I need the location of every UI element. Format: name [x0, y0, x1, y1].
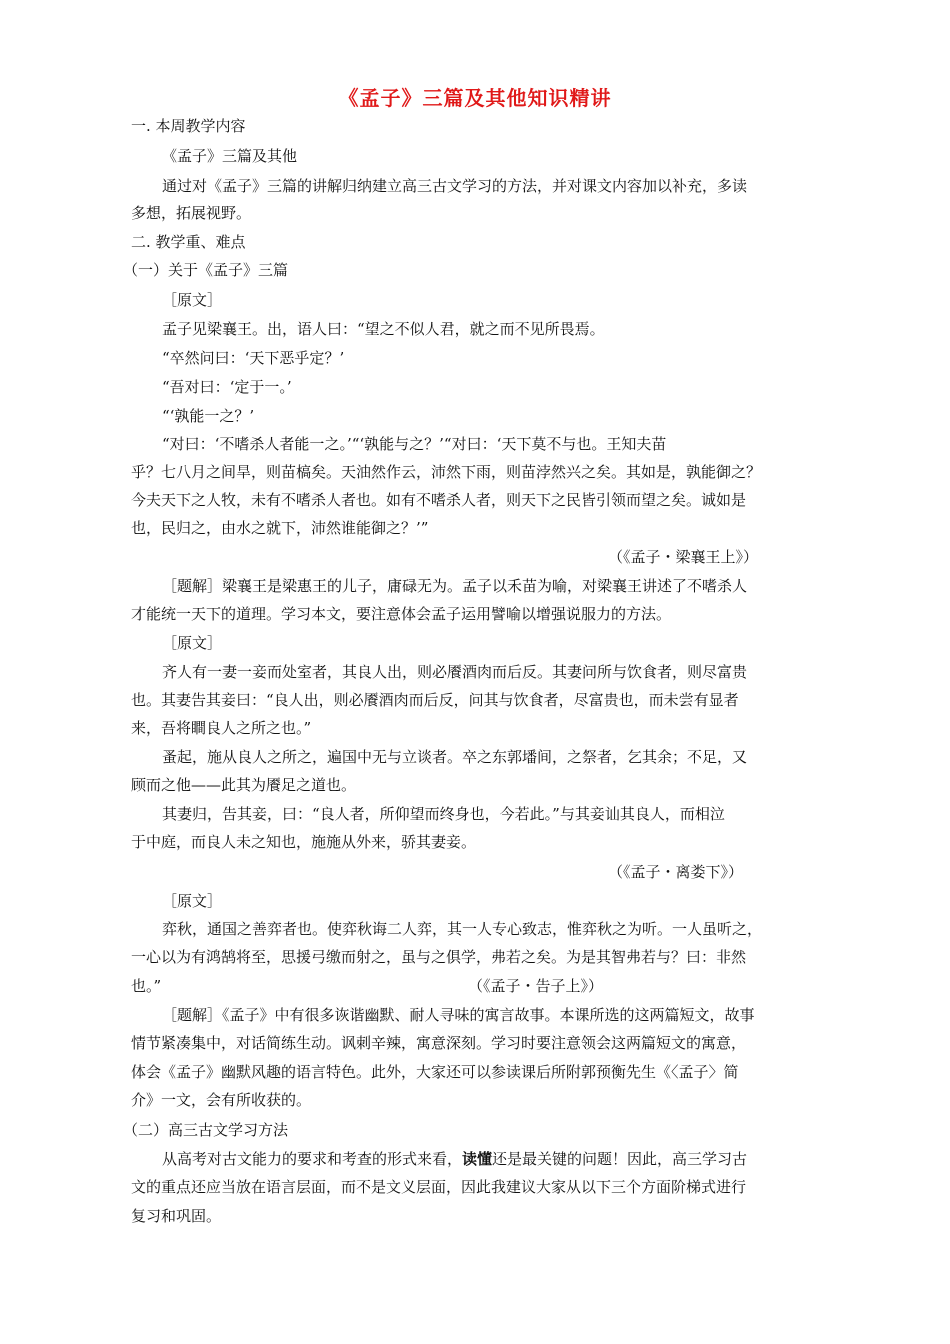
- source-citation: （《孟子・梁襄王上》）: [608, 548, 759, 566]
- section-heading: 二. 教学重、难点: [131, 233, 246, 251]
- explanation-line: 介》一文，会有所收获的。: [131, 1091, 312, 1109]
- paragraph-line: 复习和巩固。: [131, 1207, 222, 1225]
- paragraph-line: 通过对《孟子》三篇的讲解归纳建立高三古文学习的方法，并对课文内容加以补充，多读: [162, 177, 748, 195]
- source-citation: （《孟子・离娄下》）: [608, 863, 744, 881]
- explanation-line: ［题解］《孟子》中有很多诙谐幽默、耐人寻味的寓言故事。本课所选的这两篇短文，故事: [162, 1006, 755, 1024]
- subsection-heading: （二）高三古文学习方法: [123, 1121, 289, 1139]
- paragraph-line: 也。其妻告其妾曰：“良人出，则必餍酒肉而后反，问其与饮食者，尽富贵也，而未尝有显者: [131, 691, 739, 709]
- explanation-line: 才能统一天下的道理。学习本文，要注意体会孟子运用譬喻以增强说服力的方法。: [131, 605, 672, 623]
- paragraph-line: 多想，拓展视野。: [131, 204, 252, 222]
- paragraph-line: 乎？七八月之间旱，则苗槁矣。天油然作云，沛然下雨，则苗浡然兴之矣。其如是，孰能御之？: [131, 463, 762, 481]
- paragraph-line: 蚤起，施从良人之所之，遍国中无与立谈者。卒之东郭墦间，之祭者，乞其余；不足，又: [162, 748, 748, 766]
- paragraph-line: “对曰：‘不嗜杀人者能一之。’“‘孰能与之？’“对曰：‘天下莫不与也。王知夫苗: [162, 435, 667, 453]
- paragraph-line: 孟子见梁襄王。出，语人曰：“望之不似人君，就之而不见所畏焉。: [162, 320, 605, 338]
- original-text-label: ［原文］: [162, 291, 223, 309]
- paragraph-line: “卒然问曰：‘天下恶乎定？’: [162, 349, 345, 367]
- explanation-line: 情节紧凑集中，对话简练生动。讽刺辛辣，寓意深刻。学习时要注意领会这两篇短文的寓意，: [131, 1034, 747, 1052]
- text-run: 还是最关键的问题！因此，高三学习古: [492, 1150, 748, 1168]
- paragraph-line: 其妻归，告其妾，曰：“良人者，所仰望而终身也，今若此。”与其妾讪其良人，而相泣: [162, 805, 725, 823]
- explanation-line: ［题解］梁襄王是梁惠王的儿子，庸碌无为。孟子以禾苗为喻，对梁襄王讲述了不嗜杀人: [162, 577, 748, 595]
- source-citation: （《孟子・告子上》）: [468, 977, 604, 995]
- paragraph-line: [162, 1149, 747, 1169]
- paragraph-line: 弈秋，通国之善弈者也。使弈秋诲二人弈，其一人专心致志，惟弈秋之为听。一人虽听之，: [162, 920, 763, 938]
- paragraph-line: 文的重点还应当放在语言层面，而不是文义层面，因此我建议大家从以下三个方面阶梯式进行: [131, 1178, 747, 1196]
- paragraph-line: 《孟子》三篇及其他: [162, 147, 298, 165]
- section-heading: 一. 本周教学内容: [131, 117, 246, 135]
- paragraph-line: “‘孰能一之？’: [162, 407, 255, 425]
- paragraph-line: 顾而之他——此其为餍足之道也。: [131, 776, 357, 794]
- emphasis-text: 读懂: [462, 1150, 493, 1168]
- paragraph-line: 于中庭，而良人未之知也，施施从外来，骄其妻妾。: [131, 833, 477, 851]
- paragraph-line: 也，民归之，由水之就下，沛然谁能御之？’”: [131, 519, 429, 537]
- original-text-label: ［原文］: [162, 634, 223, 652]
- original-text-label: ［原文］: [162, 892, 223, 910]
- subsection-heading: （一）关于《孟子》三篇: [123, 261, 289, 279]
- explanation-line: 体会《孟子》幽默风趣的语言特色。此外，大家还可以参读课后所附郭预衡先生《〈孟子〉简: [131, 1063, 739, 1081]
- paragraph-line: 也。”: [131, 977, 162, 995]
- page-title: 《孟子》三篇及其他知识精讲: [338, 86, 612, 110]
- paragraph-line: 一心以为有鸿鹄将至，思援弓缴而射之，虽与之俱学，弗若之矣。为是其智弗若与？曰：非然: [131, 948, 747, 966]
- paragraph-line: 齐人有一妻一妾而处室者，其良人出，则必餍酒肉而后反。其妻问所与饮食者，则尽富贵: [162, 663, 748, 681]
- paragraph-line: 来，吾将瞷良人之所之也。”: [131, 719, 312, 737]
- text-run: 从高考对古文能力的要求和考查的形式来看，: [162, 1150, 463, 1168]
- paragraph-line: “吾对曰：‘定于一。’: [162, 378, 292, 396]
- paragraph-line: 今夫天下之人牧，未有不嗜杀人者也。如有不嗜杀人者，则天下之民皆引领而望之矣。诚如是: [131, 491, 747, 509]
